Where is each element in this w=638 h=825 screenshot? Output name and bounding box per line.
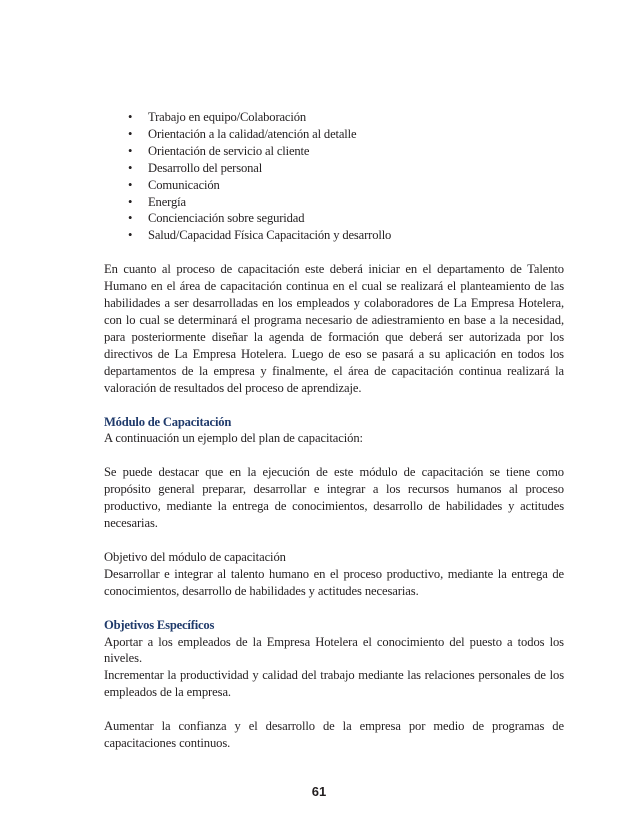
bullet-icon: • bbox=[128, 160, 133, 175]
section-heading-objetivos: Objetivos Específicos bbox=[104, 617, 215, 632]
objective-label: Objetivo del módulo de capacitación bbox=[104, 549, 286, 564]
objetivo-line-3: Aumentar la confianza y el desarrollo de la empresa por medio de programas de capacitaciones continuos. bbox=[104, 719, 564, 751]
modulo-paragraph: Se puede destacar que en la ejecución de este módulo de capacitación se tiene como propósito general preparar, desarrollar e integrar a los recursos humanos al proceso productivo, mediante la entrega de conocimientos, desarrollo de habilidades y actitudes necesarias. bbox=[104, 465, 564, 531]
list-item-text: Comunicación bbox=[148, 177, 220, 192]
spacer bbox=[104, 600, 564, 617]
bullet-icon: • bbox=[128, 143, 133, 158]
bullet-icon: • bbox=[128, 211, 133, 226]
modulo-intro: A continuación un ejemplo del plan de capacitación: bbox=[104, 431, 363, 446]
list-item-text: Concienciación sobre seguridad bbox=[148, 211, 305, 226]
page-number: 61 bbox=[311, 784, 327, 799]
page-content bbox=[104, 109, 564, 752]
section-heading-modulo: Módulo de Capacitación bbox=[104, 414, 232, 429]
bullet-icon: • bbox=[128, 177, 133, 192]
bullet-icon: • bbox=[128, 228, 133, 243]
spacer bbox=[104, 447, 564, 464]
list-item bbox=[128, 143, 564, 160]
list-item bbox=[128, 194, 564, 211]
list-item bbox=[128, 227, 564, 244]
spacer bbox=[104, 397, 564, 414]
spacer bbox=[104, 532, 564, 549]
list-item bbox=[128, 210, 564, 227]
list-item bbox=[128, 126, 564, 143]
competency-list bbox=[104, 109, 564, 244]
objetivo-line-2: Incrementar la productividad y calidad del trabajo mediante las relaciones personales de los empleados de la empresa. bbox=[104, 668, 564, 700]
spacer bbox=[104, 701, 564, 718]
objetivo-line-1: Aportar a los empleados de la Empresa Hotelera el conocimiento del puesto a todos los niveles. bbox=[104, 634, 564, 666]
list-item-text: Energía bbox=[148, 194, 186, 209]
list-item bbox=[128, 177, 564, 194]
bullet-icon: • bbox=[128, 126, 133, 141]
intro-paragraph: En cuanto al proceso de capacitación este deberá iniciar en el departamento de Talento Humano en el área de capacitación continua en el cual se realizará el planteamiento de las habilidades a ser desarrolladas en los empleados y colaboradores de La Empresa Hotelera, con lo cual se determinará el programa necesario de adiestramiento en base a la necesidad, para posteriormente diseñar la agenda de formación que deberá ser autorizada por los directivos de La Empresa Hotelera. Luego de eso se pasará a su aplicación en todos los departamentos de la empresa y finalmente, el área de capacitación continua realizará la valoración de resultados del proceso de aprendizaje. bbox=[104, 262, 564, 395]
list-item-text: Orientación a la calidad/atención al detalle bbox=[148, 126, 357, 141]
list-item-text: Orientación de servicio al cliente bbox=[148, 143, 310, 158]
bullet-icon: • bbox=[128, 194, 133, 209]
list-item-text: Salud/Capacidad Física Capacitación y desarrollo bbox=[148, 228, 392, 243]
list-item bbox=[128, 160, 564, 177]
list-item bbox=[128, 109, 564, 126]
list-item-text: Trabajo en equipo/Colaboración bbox=[148, 110, 307, 124]
bullet-icon: • bbox=[128, 110, 133, 124]
objective-text: Desarrollar e integrar al talento humano en el proceso productivo, mediante la entrega de conocimientos, desarrollo de habilidades y actitudes necesarias. bbox=[104, 566, 564, 598]
list-item-text: Desarrollo del personal bbox=[148, 160, 263, 175]
